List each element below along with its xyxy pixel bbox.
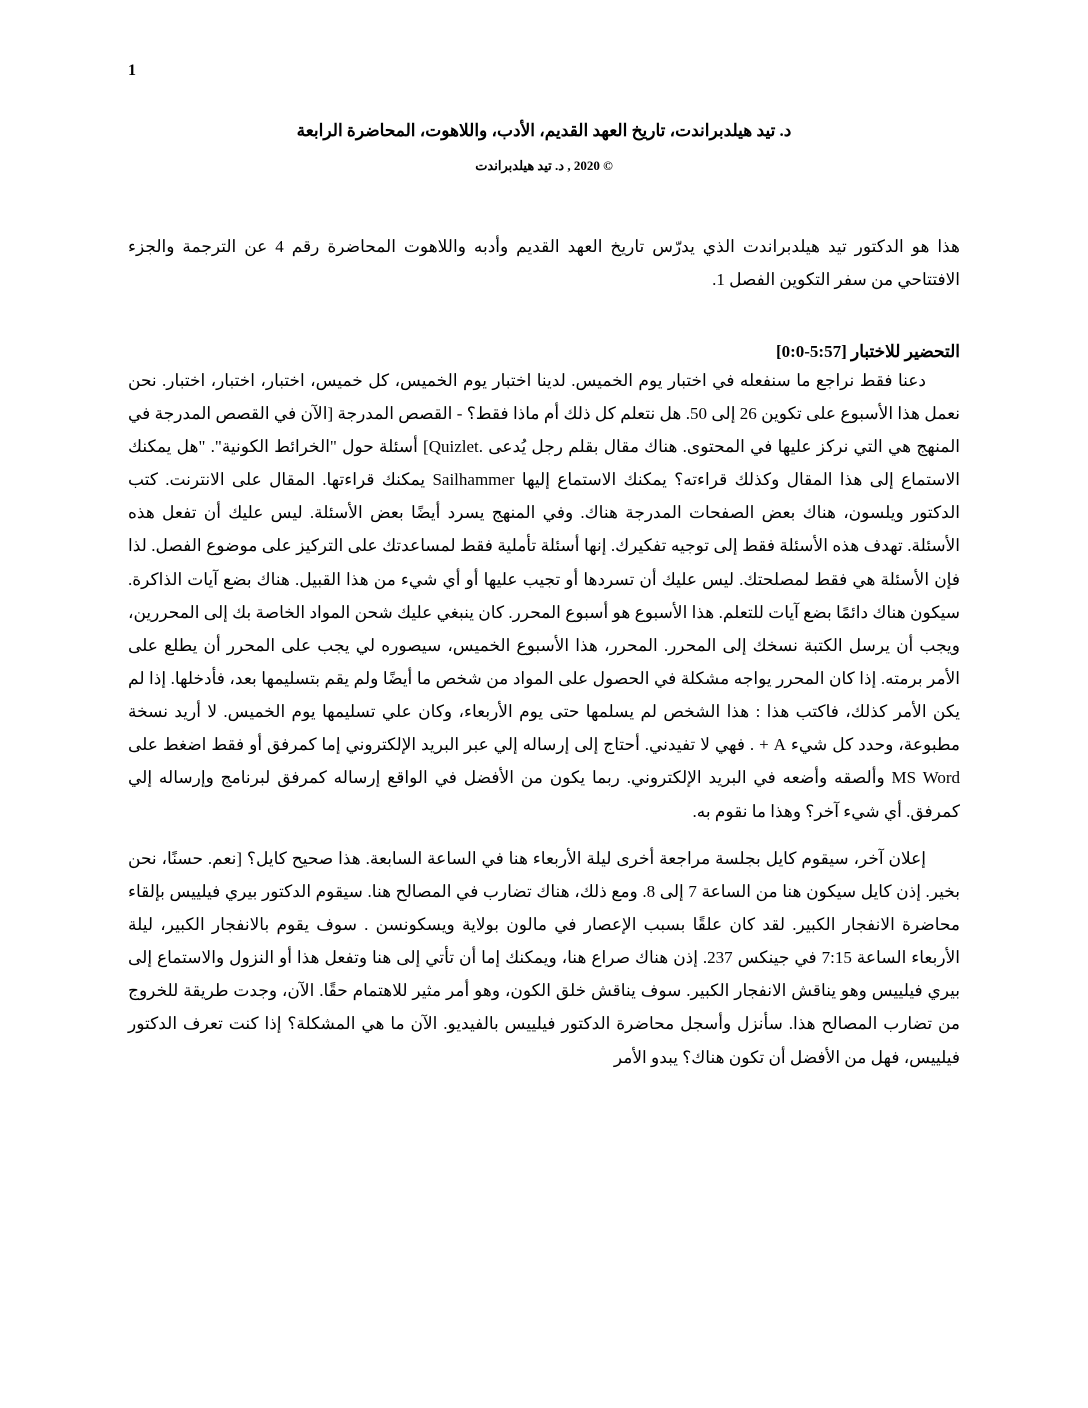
- section-heading-exam-prep: [128, 342, 960, 362]
- document-title: د. تيد هيلدبراندت، تاريخ العهد القديم، الأدب، واللاهوت، المحاضرة الرابعة: [296, 121, 792, 140]
- document-content: [128, 118, 960, 1088]
- section-paragraph-1: دعنا فقط نراجع ما سنفعله في اختبار يوم الخميس. لدينا اختبار يوم الخميس، كل خميس، اختبار، اختبار، اختبار. نحن نعمل هذا الأسبوع على تكوين 26 إلى 50. هل نتعلم كل ذلك أم ماذا فقط؟ - القصص المدرجة [الآن في القصص المدرجة في المنهج هي التي نركز عليها في المحتوى. هناك مقال بقلم رجل يُدعى .Quizlet] أسئلة حول "الخرائط الكونية". "هل يمكنك الاستماع إلى هذا المقال وكذلك قراءته؟ يمكنك الاستماع إليها Sailhammer يمكنك قراءتها. المقال على الانترنت. كتب الدكتور ويلسون، هناك بعض الصفحات المدرجة هناك. وفي المنهج يسرد أيضًا بعض الأسئلة. ليس عليك أن تفعل هذه الأسئلة. تهدف هذه الأسئلة فقط إلى توجيه تفكيرك. إنها أسئلة تأملية فقط لمساعدتك على التركيز على موضوع الفصل. لذا فإن الأسئلة هي فقط لمصلحتك. ليس عليك أن تسردها أو تجيب عليها أو أي شيء من هذا القبيل. هناك بضع آيات الذاكرة. سيكون هناك دائمًا بضع آيات للتعلم. هذا الأسبوع هو أسبوع المحرر. كان ينبغي عليك شحن المواد الخاصة بك إلى المحررين، ويجب أن يرسل الكتبة نسخك إلى المحرر. المحرر، هذا الأسبوع الخميس، سيصوره لي يجب على المحرر أن يطلع على الأمر برمته. إذا كان المحرر يواجه مشكلة في الحصول على المواد من شخص ما أيضًا ولم يقم بتسليمها بعد، فأدخلها. إذا لم يكن الأمر كذلك، فاكتب هذا : هذا الشخص لم يسلمها حتى يوم الأربعاء، وكان علي تسليمها يوم الخميس. لا أريد نسخة مطبوعة، وحدد كل شيء A + . فهي لا تفيدني. أحتاج إلى إرساله إلي عبر البريد الإلكتروني إما كمرفق أو فقط اضغط على MS Word وألصقه وأضعه في البريد الإلكتروني. ربما يكون من الأفضل في الواقع إرساله كمرفق لبرنامج وإرساله إلي كمرفق. أي شيء آخر؟ وهذا ما نقوم به.: [128, 370, 961, 821]
- copyright-line: © 2020 , د. تيد هيلدبراندت: [475, 157, 613, 173]
- section-timecode: [0:0-5:57]: [775, 341, 847, 361]
- intro-paragraph: هذا هو الدكتور تيد هيلدبراندت الذي يدرّس تاريخ العهد القديم وأدبه واللاهوت المحاضرة رقم 4 عن الترجمة والجزء الافتتاحي من سفر التكوين الفصل 1.: [128, 236, 960, 289]
- page-number: 1: [128, 62, 136, 79]
- section-paragraph-2: إعلان آخر، سيقوم كايل بجلسة مراجعة أخرى ليلة الأربعاء هنا في الساعة السابعة. هذا صحيح كايل؟ [نعم. حسنًا، نحن بخير. إذن كايل سيكون هنا من الساعة 7 إلى 8. ومع ذلك، هناك تضارب في المصالح هنا. سيقوم الدكتور بيري فيلييس بإلقاء محاضرة الانفجار الكبير. لقد كان علقًا بسبب الإعصار في مالون بولاية ويسكونسن . سوف يقوم بالانفجار الكبير، ليلة الأربعاء الساعة 7:15 في جينكس 237. إذن هناك صراع هنا، ويمكنك إما أن تأتي إلى هنا وتفعل هذا أو النزول والاستماع إلى بيري فيلييس وهو يناقش الانفجار الكبير. سوف يناقش خلق الكون، وهو أمر مثير للاهتمام حقًا. الآن، وجدت طريقة للخروج من تضارب المصالح هذا. سأنزل وأسجل محاضرة الدكتور فيلييس بالفيديو. الآن ما هي المشكلة؟ إذا كنت تعرف الدكتور فيلييس، فهل من الأفضل أن تكون هناك؟ يبدو الأمر: [128, 848, 960, 1067]
- section-heading-label: التحضير للاختبار: [851, 341, 960, 361]
